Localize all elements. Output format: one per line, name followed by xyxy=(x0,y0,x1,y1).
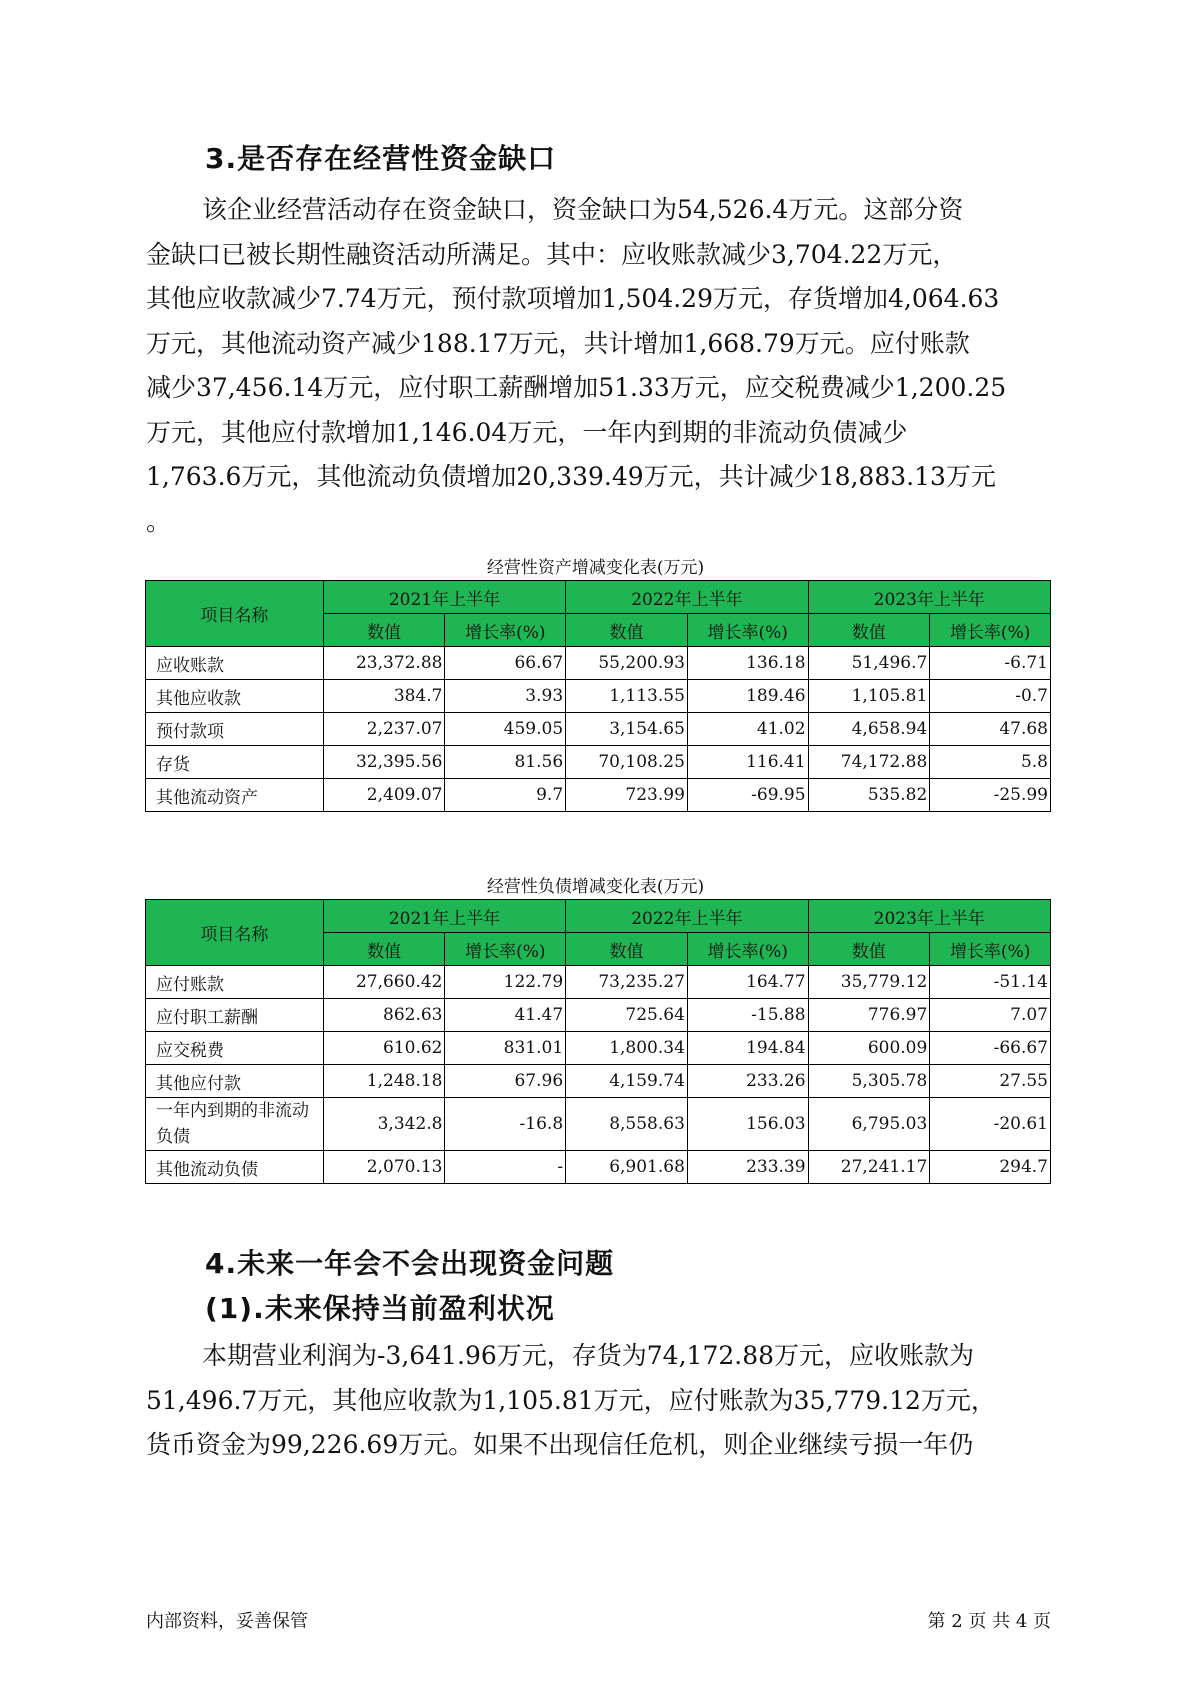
growth-column-header: 增长率(%) xyxy=(687,614,808,647)
table-cell: 1,800.34 xyxy=(566,1032,688,1065)
table-cell: -25.99 xyxy=(930,779,1051,812)
growth-column-header: 增长率(%) xyxy=(930,614,1051,647)
table-row xyxy=(146,966,1051,999)
table-cell: 74,172.88 xyxy=(808,746,930,779)
table-cell: 70,108.25 xyxy=(566,746,688,779)
row-name: 应付账款 xyxy=(146,966,324,999)
table-row xyxy=(146,713,1051,746)
paragraph-line: 减少37,456.14万元，应付职工薪酬增加51.33万元，应交税费减少1,200.25 xyxy=(146,373,1007,402)
period-header: 2022年上半年 xyxy=(566,900,808,933)
footer-confidential-note: 内部资料，妥善保管 xyxy=(146,1611,308,1632)
table-cell: 47.68 xyxy=(930,713,1051,746)
period-header: 2021年上半年 xyxy=(323,900,565,933)
table-cell: 27.55 xyxy=(930,1065,1051,1098)
table-cell: -16.8 xyxy=(445,1098,566,1151)
table-cell: -20.61 xyxy=(930,1098,1051,1151)
table-cell: 41.02 xyxy=(687,713,808,746)
table-cell: 831.01 xyxy=(445,1032,566,1065)
period-header: 2023年上半年 xyxy=(808,900,1050,933)
row-name: 应付职工薪酬 xyxy=(146,999,324,1032)
paragraph-line: 万元，其他应付款增加1,146.04万元，一年内到期的非流动负债减少 xyxy=(146,417,908,447)
paragraph-line: 1,763.6万元，其他流动负债增加20,339.49万元，共计减少18,883.13万元 xyxy=(146,462,996,491)
paragraph-line: 其他应收款减少7.74万元，预付款项增加1,504.29万元，存货增加4,064.63 xyxy=(146,284,1000,313)
table-cell: 233.26 xyxy=(687,1065,808,1098)
table-cell: 233.39 xyxy=(687,1151,808,1184)
table-row xyxy=(146,1065,1051,1098)
table-row xyxy=(146,647,1051,680)
table-row xyxy=(146,1151,1051,1184)
value-column-header: 数值 xyxy=(566,614,688,647)
table-cell: 67.96 xyxy=(445,1065,566,1098)
growth-column-header: 增长率(%) xyxy=(445,933,566,966)
table-cell: 2,409.07 xyxy=(323,779,445,812)
table-cell: 51,496.7 xyxy=(808,647,930,680)
table-cell: 41.47 xyxy=(445,999,566,1032)
table-cell: -69.95 xyxy=(687,779,808,812)
table-cell: - xyxy=(445,1151,566,1184)
table-cell: 116.41 xyxy=(687,746,808,779)
table-cell: 4,159.74 xyxy=(566,1065,688,1098)
table-cell: 73,235.27 xyxy=(566,966,688,999)
table-cell: 3.93 xyxy=(445,680,566,713)
table-cell: -6.71 xyxy=(930,647,1051,680)
value-column-header: 数值 xyxy=(808,614,930,647)
table-cell: 5.8 xyxy=(930,746,1051,779)
value-column-header: 数值 xyxy=(566,933,688,966)
table-row xyxy=(146,680,1051,713)
table-row xyxy=(146,1098,1051,1151)
table-row xyxy=(146,779,1051,812)
row-name: 存货 xyxy=(146,746,324,779)
row-name: 预付款项 xyxy=(146,713,324,746)
row-name: 其他应收款 xyxy=(146,680,324,713)
table-cell: 384.7 xyxy=(323,680,445,713)
table-cell: 194.84 xyxy=(687,1032,808,1065)
liability-table-caption: 经营性负债增减变化表(万元) xyxy=(486,877,705,897)
table-cell: 723.99 xyxy=(566,779,688,812)
table-cell: 1,113.55 xyxy=(566,680,688,713)
table-cell: 2,237.07 xyxy=(323,713,445,746)
period-header: 2023年上半年 xyxy=(808,581,1050,614)
value-column-header: 数值 xyxy=(808,933,930,966)
liability-change-table xyxy=(145,899,1051,1184)
table-cell: 5,305.78 xyxy=(808,1065,930,1098)
table-cell: 164.77 xyxy=(687,966,808,999)
row-name: 其他流动负债 xyxy=(146,1151,324,1184)
table-cell: 4,658.94 xyxy=(808,713,930,746)
table-cell: 9.7 xyxy=(445,779,566,812)
table-cell: 136.18 xyxy=(687,647,808,680)
table-cell: 32,395.56 xyxy=(323,746,445,779)
table-cell: 122.79 xyxy=(445,966,566,999)
table-cell: 535.82 xyxy=(808,779,930,812)
table-cell: 725.64 xyxy=(566,999,688,1032)
section-3-paragraph xyxy=(146,188,1051,544)
table-cell: 1,105.81 xyxy=(808,680,930,713)
paragraph-line: 金缺口已被长期性融资活动所满足。其中：应收账款减少3,704.22万元， xyxy=(146,239,958,269)
table-cell: 66.67 xyxy=(445,647,566,680)
paragraph-line: 51,496.7万元，其他应收款为1,105.81万元，应付账款为35,779.12万元， xyxy=(146,1385,996,1415)
table-cell: 610.62 xyxy=(323,1032,445,1065)
paragraph-line: 该企业经营活动存在资金缺口，资金缺口为54,526.4万元。这部分资 xyxy=(202,195,964,224)
table-cell: 23,372.88 xyxy=(323,647,445,680)
paragraph-line: 本期营业利润为-3,641.96万元，存货为74,172.88万元，应收账款为 xyxy=(202,1341,975,1370)
asset-table-caption: 经营性资产增减变化表(万元) xyxy=(486,558,705,578)
table-cell: 776.97 xyxy=(808,999,930,1032)
table-cell: 55,200.93 xyxy=(566,647,688,680)
table-cell: 6,901.68 xyxy=(566,1151,688,1184)
paragraph-line: 万元，其他流动资产减少188.17万元，共计增加1,668.79万元。应付账款 xyxy=(146,328,970,358)
table-cell: 294.7 xyxy=(930,1151,1051,1184)
asset-change-table xyxy=(145,580,1051,812)
section-4-paragraph xyxy=(146,1334,1051,1468)
period-header: 2021年上半年 xyxy=(323,581,565,614)
section-4-heading: 4.未来一年会不会出现资金问题 xyxy=(205,1247,615,1280)
table-cell: 189.46 xyxy=(687,680,808,713)
table-cell: 156.03 xyxy=(687,1098,808,1151)
paragraph-line: 货币资金为99,226.69万元。如果不出现信任危机，则企业继续亏损一年仍 xyxy=(146,1430,974,1459)
table-cell: 459.05 xyxy=(445,713,566,746)
table-cell: 600.09 xyxy=(808,1032,930,1065)
table-cell: -15.88 xyxy=(687,999,808,1032)
section-3-heading: 3.是否存在经营性资金缺口 xyxy=(205,142,557,175)
growth-column-header: 增长率(%) xyxy=(930,933,1051,966)
row-name: 应收账款 xyxy=(146,647,324,680)
table-row xyxy=(146,746,1051,779)
paragraph-line: 。 xyxy=(146,506,172,536)
value-column-header: 数值 xyxy=(323,614,445,647)
section-4-subheading: (1).未来保持当前盈利状况 xyxy=(205,1292,555,1325)
table-cell: 862.63 xyxy=(323,999,445,1032)
name-column-header: 项目名称 xyxy=(146,581,324,647)
growth-column-header: 增长率(%) xyxy=(445,614,566,647)
row-name: 应交税费 xyxy=(146,1032,324,1065)
table-cell: 35,779.12 xyxy=(808,966,930,999)
table-cell: -66.67 xyxy=(930,1032,1051,1065)
table-cell: 8,558.63 xyxy=(566,1098,688,1151)
period-header: 2022年上半年 xyxy=(566,581,808,614)
table-cell: 81.56 xyxy=(445,746,566,779)
footer-page-number: 第 2 页 共 4 页 xyxy=(927,1611,1051,1632)
table-cell: 27,660.42 xyxy=(323,966,445,999)
row-name: 其他流动资产 xyxy=(146,779,324,812)
table-cell: 3,154.65 xyxy=(566,713,688,746)
table-cell: -51.14 xyxy=(930,966,1051,999)
row-name: 一年内到期的非流动负债 xyxy=(146,1098,324,1151)
table-cell: -0.7 xyxy=(930,680,1051,713)
table-cell: 7.07 xyxy=(930,999,1051,1032)
table-row xyxy=(146,999,1051,1032)
name-column-header: 项目名称 xyxy=(146,900,324,966)
growth-column-header: 增长率(%) xyxy=(687,933,808,966)
table-cell: 6,795.03 xyxy=(808,1098,930,1151)
table-cell: 1,248.18 xyxy=(323,1065,445,1098)
value-column-header: 数值 xyxy=(323,933,445,966)
table-cell: 2,070.13 xyxy=(323,1151,445,1184)
table-row xyxy=(146,1032,1051,1065)
table-cell: 27,241.17 xyxy=(808,1151,930,1184)
table-cell: 3,342.8 xyxy=(323,1098,445,1151)
row-name: 其他应付款 xyxy=(146,1065,324,1098)
